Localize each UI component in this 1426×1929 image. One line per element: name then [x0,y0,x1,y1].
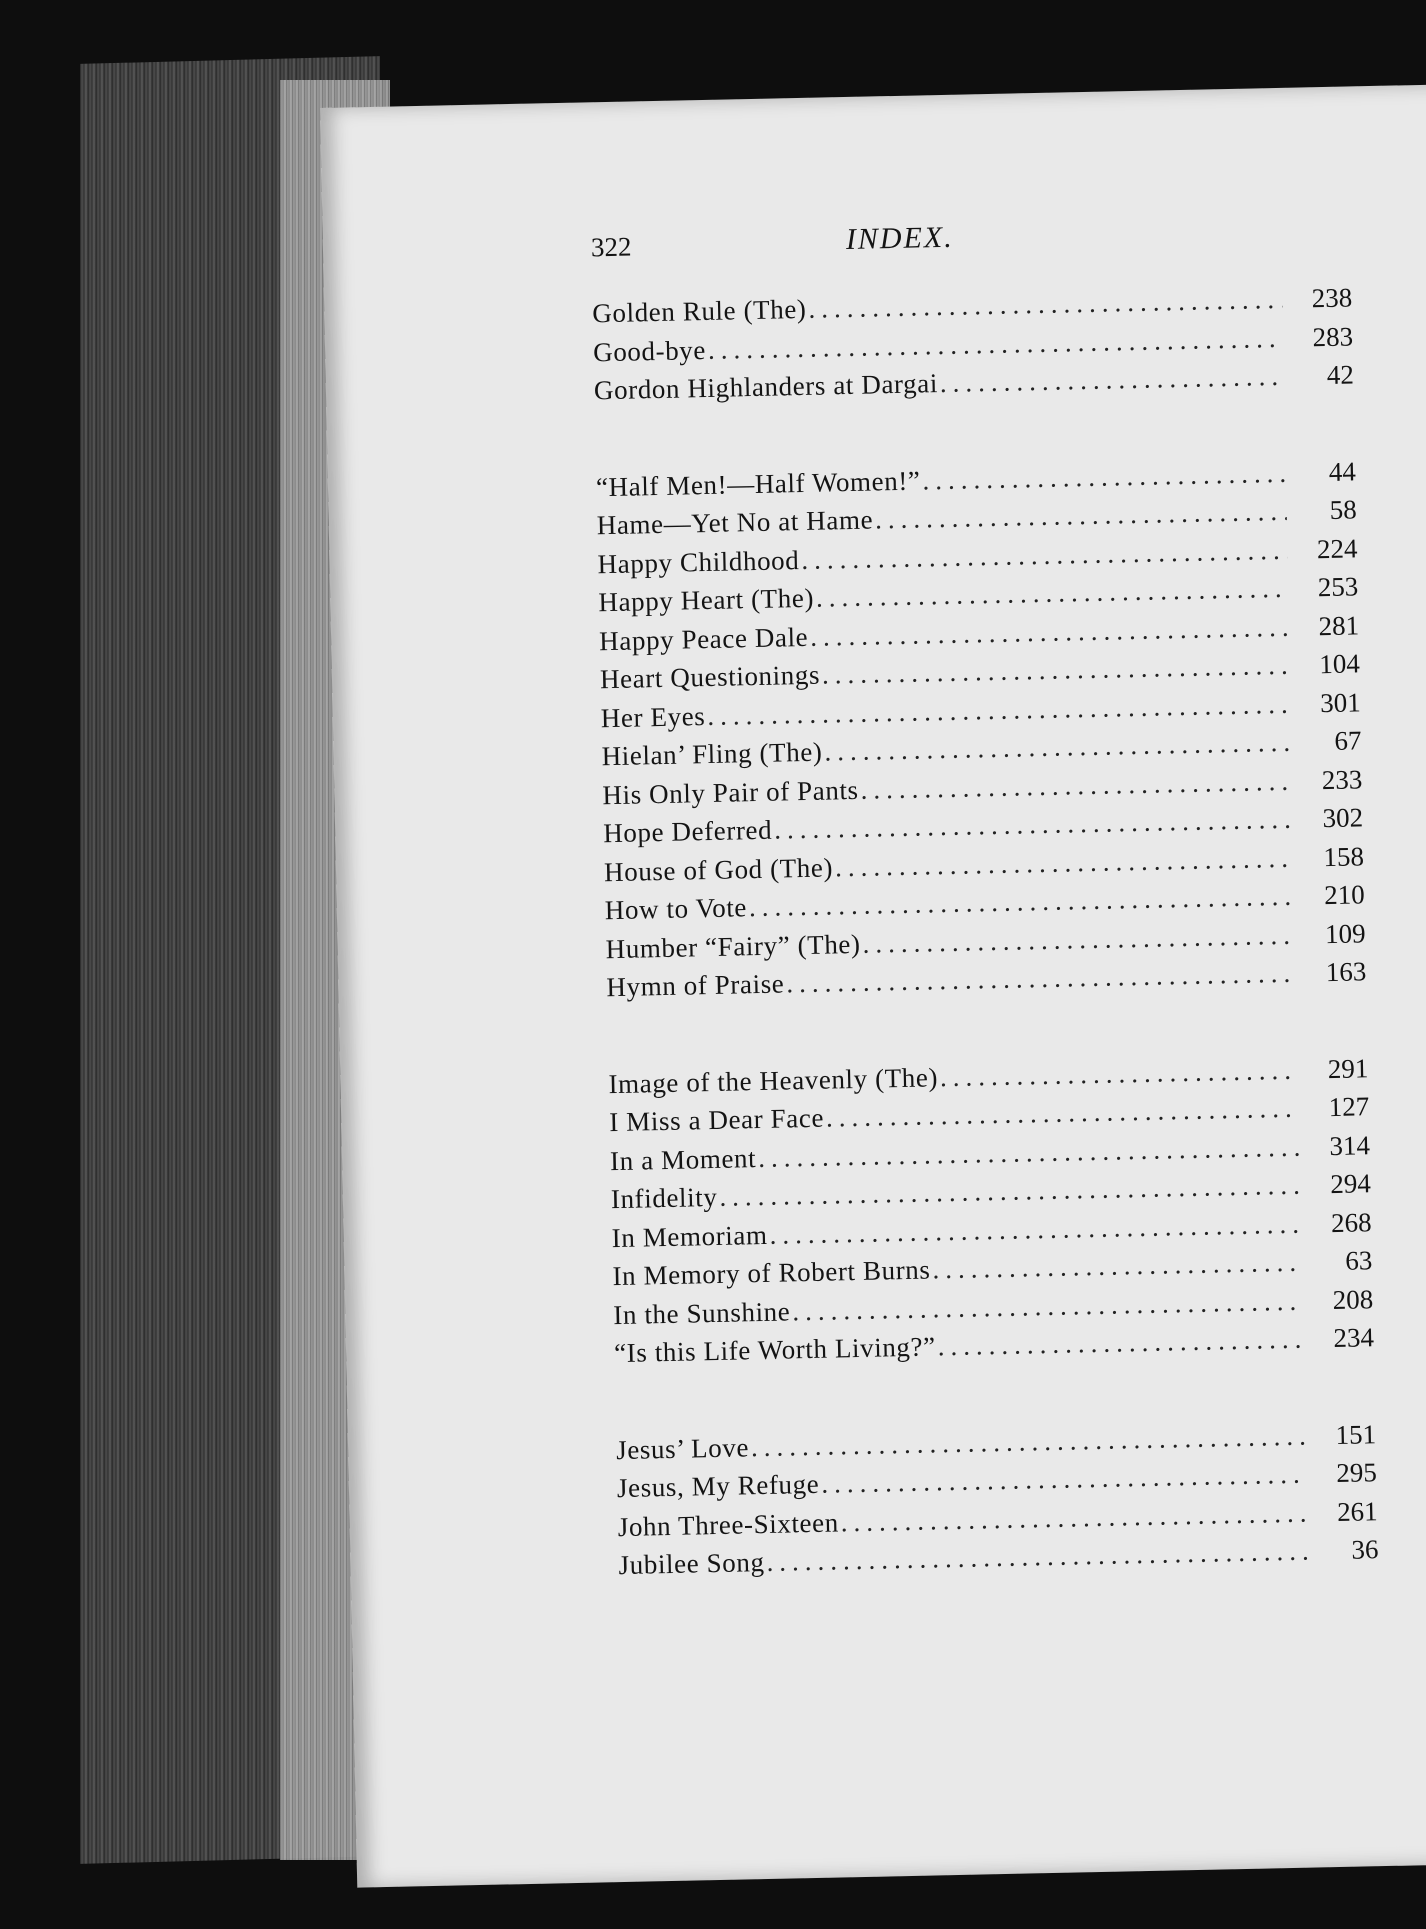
entry-title: Golden Rule (The) [592,293,807,329]
entry-page-number: 104 [1319,648,1361,680]
entry-title: House of God (The) [603,851,834,887]
entry-title: Heart Questionings [599,659,821,695]
entry-page-number: 127 [1328,1091,1370,1123]
entry-page-number: 224 [1316,532,1358,564]
entry-title: In a Moment [609,1142,757,1176]
entry-page-number: 44 [1328,455,1357,487]
entry-page-number: 234 [1333,1322,1375,1354]
entry-page-number: 151 [1335,1418,1377,1450]
entry-page-number: 238 [1311,282,1353,314]
entry-title: Hymn of Praise [606,968,785,1003]
entry-title: John Three-Sixteen [617,1506,840,1542]
index-section [592,282,1354,413]
entry-title: Image of the Heavenly (The) [608,1061,939,1099]
entry-title: Hielan’ Fling (The) [601,736,823,772]
entry-title: Jesus, My Refuge [616,1468,820,1504]
entry-page-number: 261 [1336,1495,1378,1527]
entry-page-number: 314 [1329,1129,1371,1161]
entry-title: “Is this Life Worth Living?” [613,1331,936,1369]
entry-title: Infidelity [610,1181,718,1215]
index-section [596,456,1367,1011]
entry-title: I Miss a Dear Face [608,1102,825,1138]
running-head [591,216,1192,269]
entry-page-number: 158 [1323,840,1365,872]
entry-page-number: 302 [1322,802,1364,834]
entry-page-number: 253 [1317,571,1359,603]
entry-title: Good-bye [592,334,707,367]
entry-title: “Half Men!—Half Women!” [595,465,921,502]
dot-leader [922,457,1286,496]
page-content [320,84,1426,1888]
entry-page-number: 268 [1330,1206,1372,1238]
entry-page-number: 291 [1327,1052,1369,1084]
entry-page-number: 208 [1332,1283,1374,1315]
entry-title: His Only Pair of Pants [602,774,859,810]
entry-title: Her Eyes [600,700,706,733]
entry-page-number: 67 [1334,725,1362,756]
entry-page-number: 283 [1312,320,1354,352]
entry-page-number: 163 [1325,956,1367,988]
dot-leader [940,1054,1299,1092]
entry-page-number: 42 [1326,359,1355,390]
entry-title: Jesus’ Love [615,1431,750,1465]
entry-title: Gordon Highlanders at Dargai [593,368,939,406]
dot-leader [808,284,1282,325]
index-list [592,282,1380,1646]
entry-title: In Memoriam [611,1219,768,1253]
entry-page-number: 210 [1323,879,1366,911]
entry-title: Hope Deferred [602,814,773,849]
entry-page-number: 63 [1345,1245,1373,1276]
page-number: 322 [590,231,632,263]
page-title: INDEX. [845,220,955,257]
entry-title: Jubilee Song [618,1547,765,1581]
entry-page-number: 109 [1324,917,1366,949]
entry-title: Humber “Fairy” (The) [605,928,861,964]
entry-title: Hame—Yet No at Hame [596,504,874,541]
entry-page-number: 58 [1329,494,1357,525]
entry-title: In the Sunshine [613,1295,791,1330]
index-section [616,1419,1379,1589]
entry-title: Happy Childhood [597,544,800,579]
entry-page-number: 295 [1335,1457,1378,1489]
index-section [608,1053,1374,1377]
entry-title: Happy Peace Dale [598,621,809,656]
entry-page-number: 281 [1318,609,1360,641]
dot-leader [937,1324,1304,1363]
entry-page-number: 233 [1321,763,1363,795]
dot-leader [940,361,1285,399]
entry-title: Happy Heart (The) [598,582,815,618]
entry-page-number: 301 [1319,686,1361,718]
dot-leader [932,1247,1303,1286]
book-page [320,84,1426,1888]
dot-leader [751,1420,1307,1463]
entry-title: How to Vote [604,892,748,926]
entry-page-number: 36 [1351,1534,1379,1565]
entry-title: In Memory of Robert Burns [612,1254,931,1292]
entry-page-number: 294 [1329,1168,1372,1200]
